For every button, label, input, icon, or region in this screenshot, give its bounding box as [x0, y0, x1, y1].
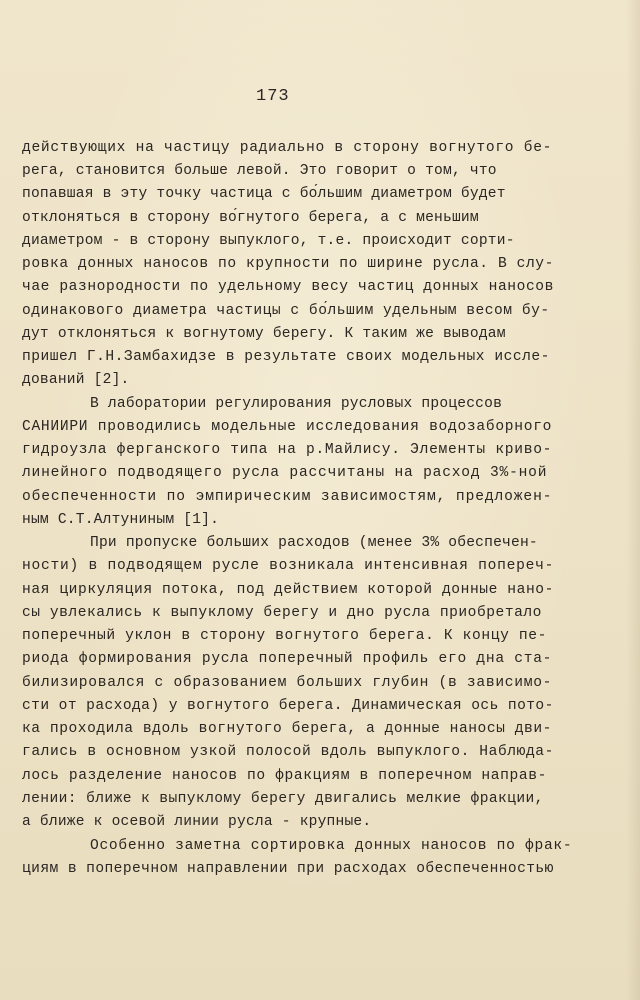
text-line: ности) в подводящем русле возникала интенсивная попереч- — [22, 558, 555, 574]
text-line: пришел Г.Н.Замбахидзе в результате своих модельных иссле- — [22, 349, 550, 365]
text-line: линейного подводящего русла рассчитаны на расход 3%-ной — [22, 465, 548, 481]
text-line: попавшая в эту точку частица с бо́льшим диаметром будет — [22, 186, 506, 202]
page-number: 173 — [256, 87, 290, 106]
text-line: поперечный уклон в сторону вогнутого берега. К концу пе- — [22, 628, 548, 644]
text-line: а ближе к осевой линии русла - крупные. — [22, 814, 372, 830]
text-line: гались в основном узкой полосой вдоль выпуклого. Наблюда- — [22, 744, 554, 760]
text-line: чае разнородности по удельному весу частиц донных наносов — [22, 279, 554, 295]
text-line: ровка донных наносов по крупности по ширине русла. В слу- — [22, 256, 554, 272]
text-line: САНИИРИ проводились модельные исследования водозаборного — [22, 419, 553, 435]
text-line: диаметром - в сторону выпуклого, т.е. происходит сорти- — [22, 233, 515, 249]
text-line: В лаборатории регулирования русловых процессов — [90, 396, 503, 412]
text-line: ка проходила вдоль вогнутого берега, а донные наносы дви- — [22, 721, 552, 737]
text-line: рега, становится больше левой. Это говорит о том, что — [22, 163, 497, 179]
text-line: лении: ближе к выпуклому берегу двигались мелкие фракции, — [22, 791, 544, 807]
page-edge-shadow — [626, 0, 640, 1000]
text-line: обеспеченности по эмпирическим зависимостям, предложен- — [22, 489, 553, 505]
text-line: ным С.Т.Алтуниным [1]. — [22, 512, 220, 528]
text-line: дут отклоняться к вогнутому берегу. К таким же выводам — [22, 326, 506, 342]
text-line: циям в поперечном направлении при расходах обеспеченностью — [22, 861, 554, 877]
text-line: сы увлекались к выпуклому берегу и дно русла приобретало — [22, 605, 542, 621]
text-line: ная циркуляция потока, под действием которой донные нано- — [22, 582, 554, 598]
text-line: отклоняться в сторону во́гнутого берега, а с меньшим — [22, 210, 479, 226]
text-line: гидроузла ферганского типа на р.Майлису. Элементы криво- — [22, 442, 553, 458]
text-line: дований [2]. — [22, 372, 130, 388]
text-line: одинакового диаметра частицы с бо́льшим удельным весом бу- — [22, 303, 550, 319]
text-line: При пропуске больших расходов (менее 3% обеспечен- — [90, 535, 538, 551]
text-line: лось разделение наносов по фракциям в поперечном направ- — [22, 768, 548, 784]
text-line: риода формирования русла поперечный профиль его дна ста- — [22, 651, 553, 667]
text-line: действующих на частицу радиально в сторону вогнутого бе- — [22, 140, 553, 156]
text-line: Особенно заметна сортировка донных наносов по фрак- — [90, 838, 573, 854]
text-line: сти от расхода) у вогнутого берега. Динамическая ось пото- — [22, 698, 554, 714]
text-line: билизировался с образованием больших глубин (в зависимо- — [22, 675, 553, 691]
